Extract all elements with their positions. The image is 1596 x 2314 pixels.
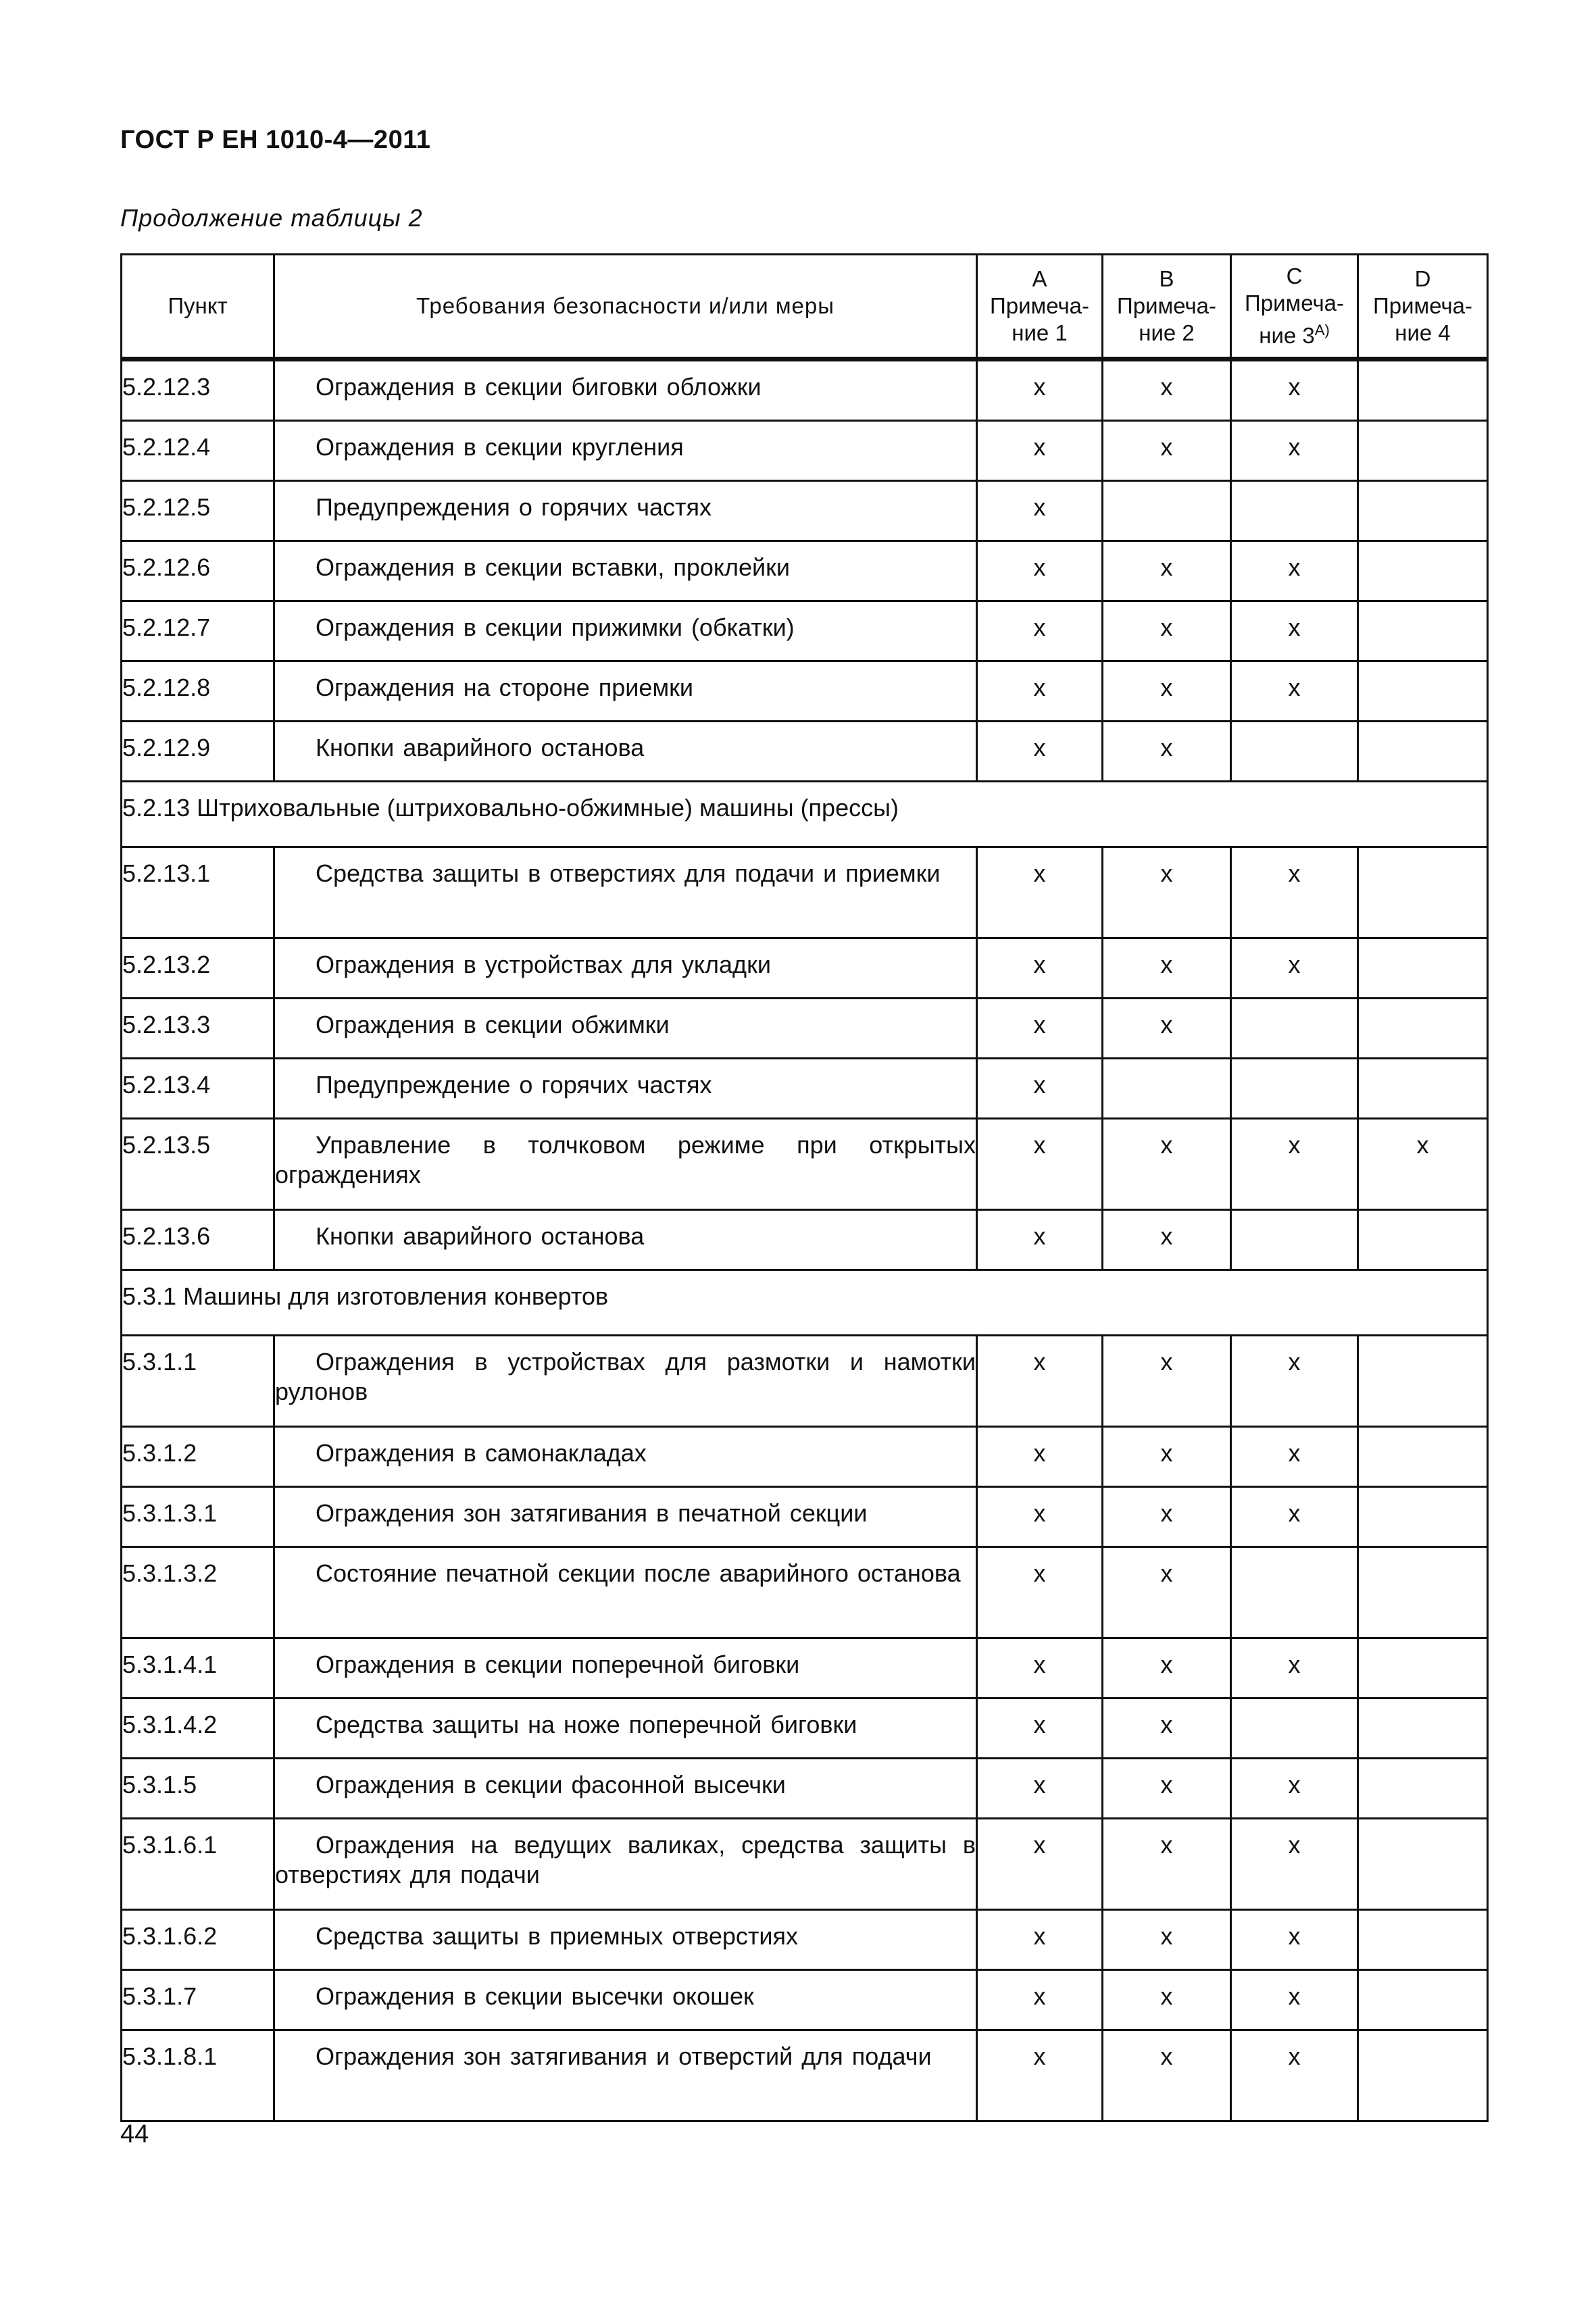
row-punkt: 5.3.1.1	[122, 1336, 274, 1427]
row-mark-c	[1231, 1210, 1358, 1270]
table-row	[122, 1119, 1488, 1210]
row-mark-b: x	[1103, 359, 1231, 421]
row-mark-d	[1358, 481, 1488, 541]
row-mark-d	[1358, 722, 1488, 782]
row-mark-b: x	[1103, 1638, 1231, 1699]
row-mark-d	[1358, 359, 1488, 421]
row-mark-b: x	[1103, 421, 1231, 481]
section-heading: 5.2.13 Штриховальные (штриховально-обжимные) машины (прессы)	[122, 782, 1488, 847]
row-requirement	[274, 999, 977, 1059]
table-row	[122, 2030, 1488, 2121]
row-punkt: 5.2.13.4	[122, 1059, 274, 1119]
row-mark-b: x	[1103, 938, 1231, 999]
row-punkt: 5.2.12.6	[122, 541, 274, 601]
table-caption: Продолжение таблицы 2	[120, 204, 423, 232]
table-row	[122, 1819, 1488, 1910]
table-row	[122, 1699, 1488, 1759]
row-requirement	[274, 722, 977, 782]
row-requirement-text: Кнопки аварийного останова	[316, 1222, 645, 1250]
col-header-punkt: Пункт	[122, 255, 274, 359]
row-requirement-text: Ограждения в секции фасонной высечки	[316, 1771, 786, 1799]
row-mark-b: x	[1103, 1487, 1231, 1547]
row-mark-a: x	[977, 999, 1103, 1059]
col-c-line2: ние 3	[1259, 323, 1315, 348]
row-mark-c: x	[1231, 359, 1358, 421]
row-mark-a: x	[977, 1427, 1103, 1487]
table-row	[122, 938, 1488, 999]
row-punkt: 5.3.1.2	[122, 1427, 274, 1487]
row-mark-c: x	[1231, 2030, 1358, 2121]
table-row	[122, 1427, 1488, 1487]
row-requirement	[274, 938, 977, 999]
table-row	[122, 1487, 1488, 1547]
table-row	[122, 1910, 1488, 1970]
row-mark-c: x	[1231, 1759, 1358, 1819]
table-row	[122, 1759, 1488, 1819]
row-mark-b: x	[1103, 1759, 1231, 1819]
table-row	[122, 1970, 1488, 2030]
row-mark-b: x	[1103, 2030, 1231, 2121]
row-mark-a: x	[977, 601, 1103, 661]
page-number: 44	[120, 2120, 149, 2148]
row-requirement-text: Предупреждение о горячих частях	[316, 1071, 712, 1099]
row-mark-a: x	[977, 1910, 1103, 1970]
row-requirement-text: Ограждения зон затягивания и отверстий для подачи	[316, 2042, 932, 2070]
row-mark-d	[1358, 661, 1488, 722]
row-mark-d	[1358, 1759, 1488, 1819]
table-row	[122, 541, 1488, 601]
row-punkt: 5.2.12.3	[122, 359, 274, 421]
col-c-footnote-mark: A)	[1314, 322, 1330, 338]
row-mark-c: x	[1231, 1427, 1358, 1487]
row-requirement	[274, 601, 977, 661]
row-mark-b: x	[1103, 847, 1231, 938]
row-mark-c: x	[1231, 938, 1358, 999]
row-mark-d	[1358, 1819, 1488, 1910]
row-punkt: 5.3.1.4.1	[122, 1638, 274, 1699]
row-mark-a: x	[977, 1119, 1103, 1210]
section-row-5-2-13	[122, 782, 1488, 847]
table-row	[122, 1059, 1488, 1119]
row-punkt: 5.3.1.3.2	[122, 1547, 274, 1638]
row-requirement-text: Ограждения в секции вставки, проклейки	[316, 553, 791, 581]
row-mark-b: x	[1103, 1819, 1231, 1910]
row-mark-d	[1358, 601, 1488, 661]
row-mark-d	[1358, 1059, 1488, 1119]
row-mark-d	[1358, 2030, 1488, 2121]
row-mark-a: x	[977, 1547, 1103, 1638]
row-requirement	[274, 1427, 977, 1487]
table-row	[122, 421, 1488, 481]
row-requirement-text: Ограждения зон затягивания в печатной секции	[316, 1499, 868, 1527]
row-mark-d	[1358, 847, 1488, 938]
row-requirement-text: Управление в толчковом режиме при открытых ограждениях	[275, 1131, 976, 1188]
row-requirement	[274, 1487, 977, 1547]
col-header-d	[1358, 255, 1488, 359]
row-requirement-text: Ограждения в секции прижимки (обкатки)	[316, 613, 795, 641]
row-requirement-text: Ограждения в устройствах для размотки и намотки рулонов	[275, 1348, 976, 1405]
row-mark-c	[1231, 999, 1358, 1059]
row-mark-a: x	[977, 1336, 1103, 1427]
row-requirement-text: Ограждения на стороне приемки	[316, 674, 693, 701]
row-mark-c: x	[1231, 1638, 1358, 1699]
row-requirement	[274, 1759, 977, 1819]
row-punkt: 5.3.1.7	[122, 1970, 274, 2030]
row-mark-d	[1358, 1547, 1488, 1638]
row-mark-b: x	[1103, 541, 1231, 601]
table-row	[122, 1547, 1488, 1638]
row-mark-b: x	[1103, 1336, 1231, 1427]
row-punkt: 5.2.13.5	[122, 1119, 274, 1210]
row-requirement-text: Ограждения в секции обжимки	[316, 1011, 670, 1038]
row-requirement	[274, 1699, 977, 1759]
row-requirement	[274, 1970, 977, 2030]
col-c-line1: Примеча-	[1245, 291, 1344, 316]
row-mark-d	[1358, 541, 1488, 601]
row-mark-a: x	[977, 847, 1103, 938]
section-heading: 5.3.1 Машины для изготовления конвертов	[122, 1270, 1488, 1336]
row-mark-c: x	[1231, 541, 1358, 601]
row-requirement-text: Ограждения в самонакладах	[316, 1439, 647, 1467]
row-mark-c: x	[1231, 421, 1358, 481]
row-mark-a: x	[977, 1487, 1103, 1547]
row-requirement-text: Кнопки аварийного останова	[316, 734, 645, 761]
row-requirement	[274, 481, 977, 541]
row-mark-a: x	[977, 1970, 1103, 2030]
row-requirement-text: Ограждения в устройствах для укладки	[316, 951, 771, 978]
row-punkt: 5.2.12.7	[122, 601, 274, 661]
row-punkt: 5.3.1.3.1	[122, 1487, 274, 1547]
col-b-line1: Примеча-	[1117, 293, 1216, 318]
row-requirement	[274, 1119, 977, 1210]
row-punkt: 5.3.1.8.1	[122, 2030, 274, 2121]
row-mark-d	[1358, 1699, 1488, 1759]
row-mark-a: x	[977, 1210, 1103, 1270]
row-mark-b: x	[1103, 1970, 1231, 2030]
row-mark-b: x	[1103, 722, 1231, 782]
row-mark-b: x	[1103, 601, 1231, 661]
row-mark-a: x	[977, 1759, 1103, 1819]
row-requirement	[274, 1638, 977, 1699]
row-mark-c: x	[1231, 661, 1358, 722]
col-a-line2: ние 1	[1012, 320, 1068, 345]
row-punkt: 5.2.12.5	[122, 481, 274, 541]
row-mark-a: x	[977, 359, 1103, 421]
table-header-row	[122, 255, 1488, 359]
row-punkt: 5.3.1.6.2	[122, 1910, 274, 1970]
row-mark-c: x	[1231, 1119, 1358, 1210]
row-punkt: 5.2.12.9	[122, 722, 274, 782]
table-row	[122, 999, 1488, 1059]
col-d-letter: D	[1414, 266, 1431, 291]
row-punkt: 5.2.12.8	[122, 661, 274, 722]
row-mark-c: x	[1231, 1819, 1358, 1910]
row-mark-a: x	[977, 1699, 1103, 1759]
row-mark-b	[1103, 481, 1231, 541]
row-requirement-text: Состояние печатной секции после аварийного останова	[316, 1559, 961, 1587]
col-header-requirements: Требования безопасности и/или меры	[274, 255, 977, 359]
row-punkt: 5.2.13.3	[122, 999, 274, 1059]
row-requirement	[274, 1336, 977, 1427]
row-mark-b: x	[1103, 1699, 1231, 1759]
col-header-a	[977, 255, 1103, 359]
row-mark-d	[1358, 1336, 1488, 1427]
row-requirement	[274, 1547, 977, 1638]
row-requirement-text: Средства защиты в приемных отверстиях	[316, 1922, 798, 1950]
row-mark-a: x	[977, 722, 1103, 782]
row-requirement	[274, 421, 977, 481]
row-mark-a: x	[977, 2030, 1103, 2121]
row-punkt: 5.3.1.6.1	[122, 1819, 274, 1910]
row-mark-c	[1231, 1059, 1358, 1119]
row-mark-b: x	[1103, 1910, 1231, 1970]
table-row	[122, 601, 1488, 661]
row-mark-c: x	[1231, 1970, 1358, 2030]
row-punkt: 5.2.13.1	[122, 847, 274, 938]
row-requirement	[274, 541, 977, 601]
col-d-line2: ние 4	[1395, 320, 1451, 345]
table-row	[122, 1210, 1488, 1270]
row-punkt: 5.2.12.4	[122, 421, 274, 481]
col-c-letter: C	[1286, 263, 1303, 288]
row-punkt: 5.2.13.2	[122, 938, 274, 999]
table-row	[122, 847, 1488, 938]
row-requirement-text: Ограждения в секции биговки обложки	[316, 373, 762, 401]
row-requirement	[274, 1910, 977, 1970]
row-requirement-text: Ограждения на ведущих валиках, средства защиты в отверстиях для подачи	[275, 1831, 976, 1888]
table-row	[122, 1638, 1488, 1699]
col-d-line1: Примеча-	[1373, 293, 1472, 318]
row-punkt: 5.3.1.4.2	[122, 1699, 274, 1759]
row-requirement-text: Ограждения в секции высечки окошек	[316, 1982, 754, 2010]
row-mark-d	[1358, 938, 1488, 999]
table-row	[122, 661, 1488, 722]
row-mark-c	[1231, 481, 1358, 541]
col-a-letter: A	[1032, 266, 1047, 291]
row-mark-b: x	[1103, 1427, 1231, 1487]
row-mark-d: x	[1358, 1119, 1488, 1210]
table-row	[122, 359, 1488, 421]
row-mark-a: x	[977, 1059, 1103, 1119]
row-mark-c: x	[1231, 1910, 1358, 1970]
row-mark-a: x	[977, 1819, 1103, 1910]
row-mark-d	[1358, 1638, 1488, 1699]
row-requirement	[274, 661, 977, 722]
requirements-table	[120, 253, 1489, 2122]
row-mark-d	[1358, 1210, 1488, 1270]
row-mark-b	[1103, 1059, 1231, 1119]
table-row	[122, 1336, 1488, 1427]
row-mark-c: x	[1231, 1487, 1358, 1547]
row-mark-c	[1231, 1699, 1358, 1759]
row-mark-d	[1358, 999, 1488, 1059]
row-mark-a: x	[977, 421, 1103, 481]
row-mark-c	[1231, 1547, 1358, 1638]
row-mark-d	[1358, 421, 1488, 481]
row-mark-a: x	[977, 661, 1103, 722]
row-mark-a: x	[977, 481, 1103, 541]
row-requirement	[274, 2030, 977, 2121]
col-b-letter: B	[1159, 266, 1174, 291]
row-punkt: 5.3.1.5	[122, 1759, 274, 1819]
row-requirement	[274, 847, 977, 938]
row-mark-b: x	[1103, 999, 1231, 1059]
row-mark-c: x	[1231, 847, 1358, 938]
row-mark-a: x	[977, 541, 1103, 601]
row-requirement-text: Предупреждения о горячих частях	[316, 493, 712, 521]
row-requirement-text: Ограждения в секции поперечной биговки	[316, 1651, 800, 1678]
row-mark-d	[1358, 1427, 1488, 1487]
row-mark-d	[1358, 1910, 1488, 1970]
row-mark-b: x	[1103, 1119, 1231, 1210]
row-mark-b: x	[1103, 661, 1231, 722]
row-mark-b: x	[1103, 1210, 1231, 1270]
row-requirement-text: Ограждения в секции кругления	[316, 433, 684, 461]
col-a-line1: Примеча-	[990, 293, 1089, 318]
row-mark-c: x	[1231, 1336, 1358, 1427]
row-requirement	[274, 1819, 977, 1910]
section-row-5-3-1	[122, 1270, 1488, 1336]
col-b-line2: ние 2	[1139, 320, 1195, 345]
row-mark-b: x	[1103, 1547, 1231, 1638]
row-requirement	[274, 1059, 977, 1119]
row-mark-c: x	[1231, 601, 1358, 661]
row-mark-d	[1358, 1970, 1488, 2030]
row-punkt: 5.2.13.6	[122, 1210, 274, 1270]
table-row	[122, 722, 1488, 782]
row-requirement-text: Средства защиты в отверстиях для подачи и приемки	[316, 859, 941, 887]
document-header: ГОСТ Р ЕН 1010-4—2011	[120, 126, 431, 154]
row-requirement-text: Средства защиты на ноже поперечной биговки	[316, 1711, 857, 1738]
row-mark-c	[1231, 722, 1358, 782]
row-mark-d	[1358, 1487, 1488, 1547]
table-row	[122, 481, 1488, 541]
row-requirement	[274, 359, 977, 421]
row-mark-a: x	[977, 938, 1103, 999]
col-header-c	[1231, 255, 1358, 359]
row-requirement	[274, 1210, 977, 1270]
col-header-b	[1103, 255, 1231, 359]
row-mark-a: x	[977, 1638, 1103, 1699]
